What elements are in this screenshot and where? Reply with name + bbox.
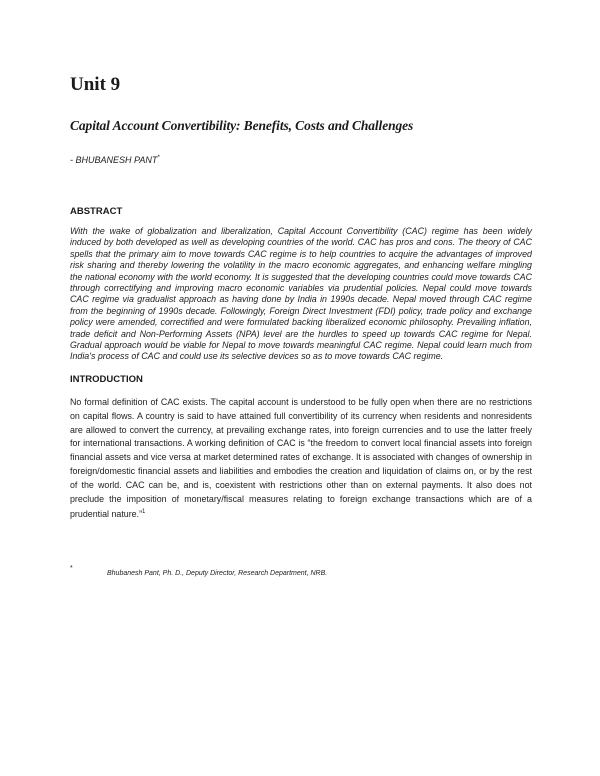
- introduction-heading: INTRODUCTION: [70, 374, 143, 385]
- unit-label: Unit 9: [70, 74, 121, 95]
- footnote-text: Bhubanesh Pant, Ph. D., Deputy Director, Research Department, NRB.: [107, 570, 328, 577]
- introduction-text: [70, 396, 532, 522]
- author-footnote-marker: *: [157, 155, 160, 161]
- footnote-marker: *: [70, 565, 73, 572]
- abstract-text: With the wake of globalization and liberalization, Capital Account Convertibility (CAC) regime has been widely induced by both developed as well as developing countries of the world. CAC has pros and cons. The theory of CAC spells that the primary aim to move towards CAC regime is to help countries to acquire the advantages of improved risk sharing and thereby lowering the volatility in the macro economic aggregates, and enhancing welfare mingling the national economy with the world economy. It is suggested that the developing countries could move towards CAC through correctifying and improving macro economic variables via prudential policies. Nepal could move towards CAC regime via gradualist approach as having done by India in 1990s decade. Nepal moved through CAC regime from the beginning of 1990s decade. Followingly, Foreign Direct Investment (FDI) policy, trade policy and exchange policy were amended, correctified and were formulated backing liberalized economic philosophy. Prevailing inflation, trade deficit and Non-Performing Assets (NPA) level are the hurdles to speed up towards CAC regime for Nepal. Gradual approach would be viable for Nepal to move towards meaningful CAC regime. Nepal could learn much from India's process of CAC and could use its selective devices so as to move towards CAC regime.: [70, 226, 532, 362]
- author-line: [70, 155, 160, 165]
- abstract-heading: ABSTRACT: [70, 206, 123, 217]
- introduction-footnote-ref: 1: [142, 509, 146, 516]
- introduction-body: No formal definition of CAC exists. The capital account is understood to be fully open when there are no restrictions on capital flows. A country is said to have attained full convertibility of its currency when residents and nonresidents are allowed to convert the currency, at prevailing exchange rates, into foreign currencies and to use the latter freely for international transactions. A working definition of CAC is “the freedom to convert local financial assets into foreign financial assets and vice versa at market determined rates of exchange. It is associated with changes of ownership in foreign/domestic financial assets and liabilities and embodies the creation and liquidation of claims on, or by the rest of the world. CAC can be, and is, coexistent with restrictions other than on external payments. It also does not preclude the imposition of monetary/fiscal measures relating to foreign exchange transactions which are of a prudential nature.”: [70, 397, 532, 520]
- author-name: - BHUBANESH PANT: [70, 155, 158, 165]
- paper-title: Capital Account Convertibility: Benefits, Costs and Challenges: [70, 118, 414, 133]
